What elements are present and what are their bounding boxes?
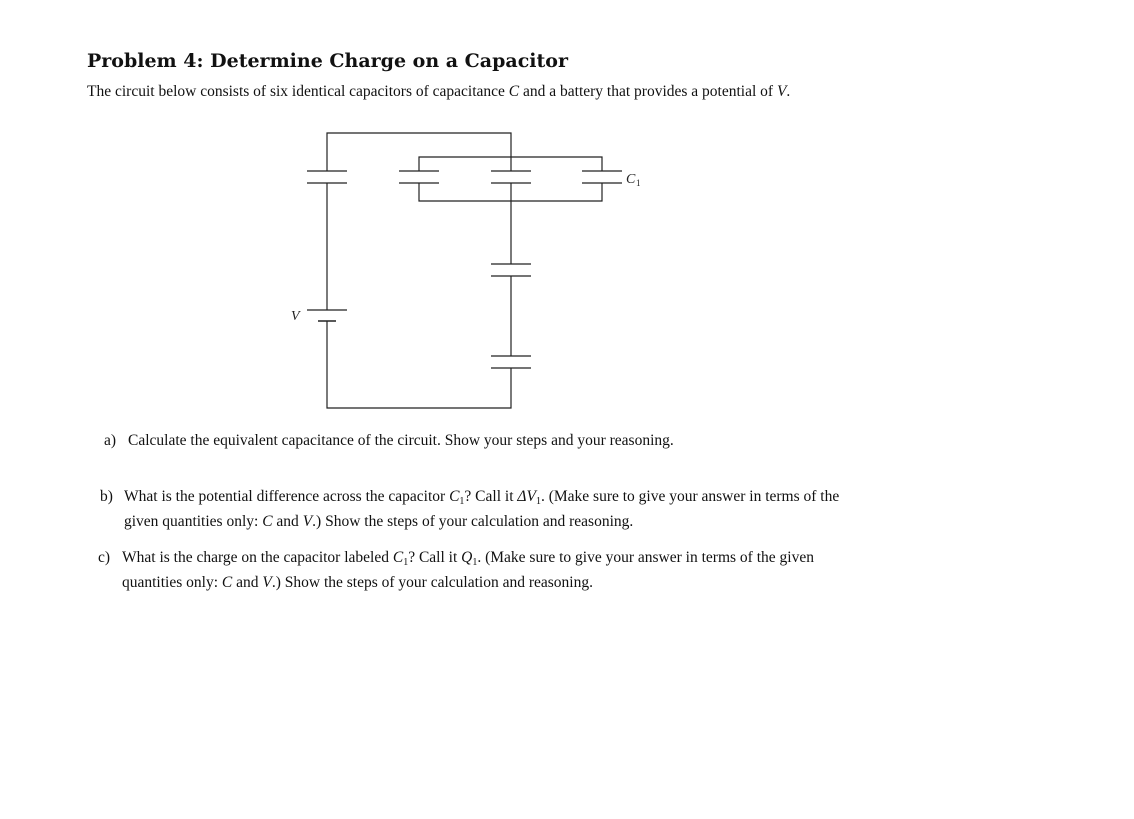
wire-parallel-bank: [419, 157, 602, 356]
qc-text-1: What is the charge on the capacitor labeled: [122, 549, 389, 566]
wire-outer-loop: [327, 133, 511, 408]
capacitor-left: [307, 171, 347, 183]
qc-var-v: V: [262, 574, 272, 591]
qc-var-c1-sub: 1: [403, 557, 409, 568]
capacitor-series-lower: [491, 356, 531, 368]
question-c: [98, 548, 814, 591]
question-c-text: [122, 548, 850, 593]
question-a: [104, 431, 674, 451]
qc-text-4: and: [236, 574, 259, 591]
qb-var-dv-sub: 1: [535, 496, 541, 507]
intro-text-3: .: [786, 83, 791, 100]
qc-text-3: . (Make sure to give your answer in terms of the given quantities only:: [122, 549, 814, 591]
question-b-text: [124, 487, 849, 532]
qb-text-1: What is the potential difference across the capacitor: [124, 488, 446, 505]
qc-var-c1: C: [392, 549, 404, 566]
capacitor-parallel-2: [491, 171, 531, 183]
qb-var-c: C: [262, 513, 273, 530]
capacitor-series-upper: [491, 264, 531, 276]
question-a-text: Calculate the equivalent capacitance of the circuit. Show your steps and your reasoning.: [128, 432, 674, 449]
qb-var-c1: C: [449, 488, 460, 505]
intro-text-2: and a battery that provides a potential of: [523, 83, 774, 100]
qb-var-c1-sub: 1: [459, 496, 465, 507]
qb-var-v: V: [302, 513, 313, 530]
capacitor-c1: [582, 171, 622, 183]
problem-title: Problem 4: Determine Charge on a Capacitor: [87, 50, 568, 72]
var-v: V: [776, 83, 787, 100]
qb-var-dv: ΔV: [517, 488, 536, 505]
qc-text-5: .) Show the steps of your calculation and reasoning.: [271, 574, 593, 591]
qc-var-c: C: [221, 574, 233, 591]
qc-var-q-sub: 1: [472, 557, 478, 568]
qb-text-2: ? Call it: [464, 488, 514, 505]
var-c: C: [508, 83, 520, 100]
intro-text-1: The circuit below consists of six identical capacitors of capacitance: [87, 83, 505, 100]
qb-text-5: .) Show the steps of your calculation and reasoning.: [312, 513, 634, 530]
question-b-label: b): [100, 488, 113, 505]
battery-label: V: [291, 309, 300, 324]
qc-text-2: ? Call it: [408, 549, 458, 566]
question-c-label: c): [98, 549, 111, 566]
qc-var-q: Q: [461, 549, 473, 566]
capacitor-parallel-1: [399, 171, 439, 183]
question-a-label: a): [104, 432, 117, 449]
battery-symbol: [307, 310, 347, 321]
qb-text-3: . (Make sure to give your answer in terms of the given quantities only:: [124, 488, 840, 530]
c1-label-subscript: 1: [636, 178, 641, 188]
c1-label: C: [626, 172, 636, 187]
qb-text-4: and: [276, 513, 299, 530]
